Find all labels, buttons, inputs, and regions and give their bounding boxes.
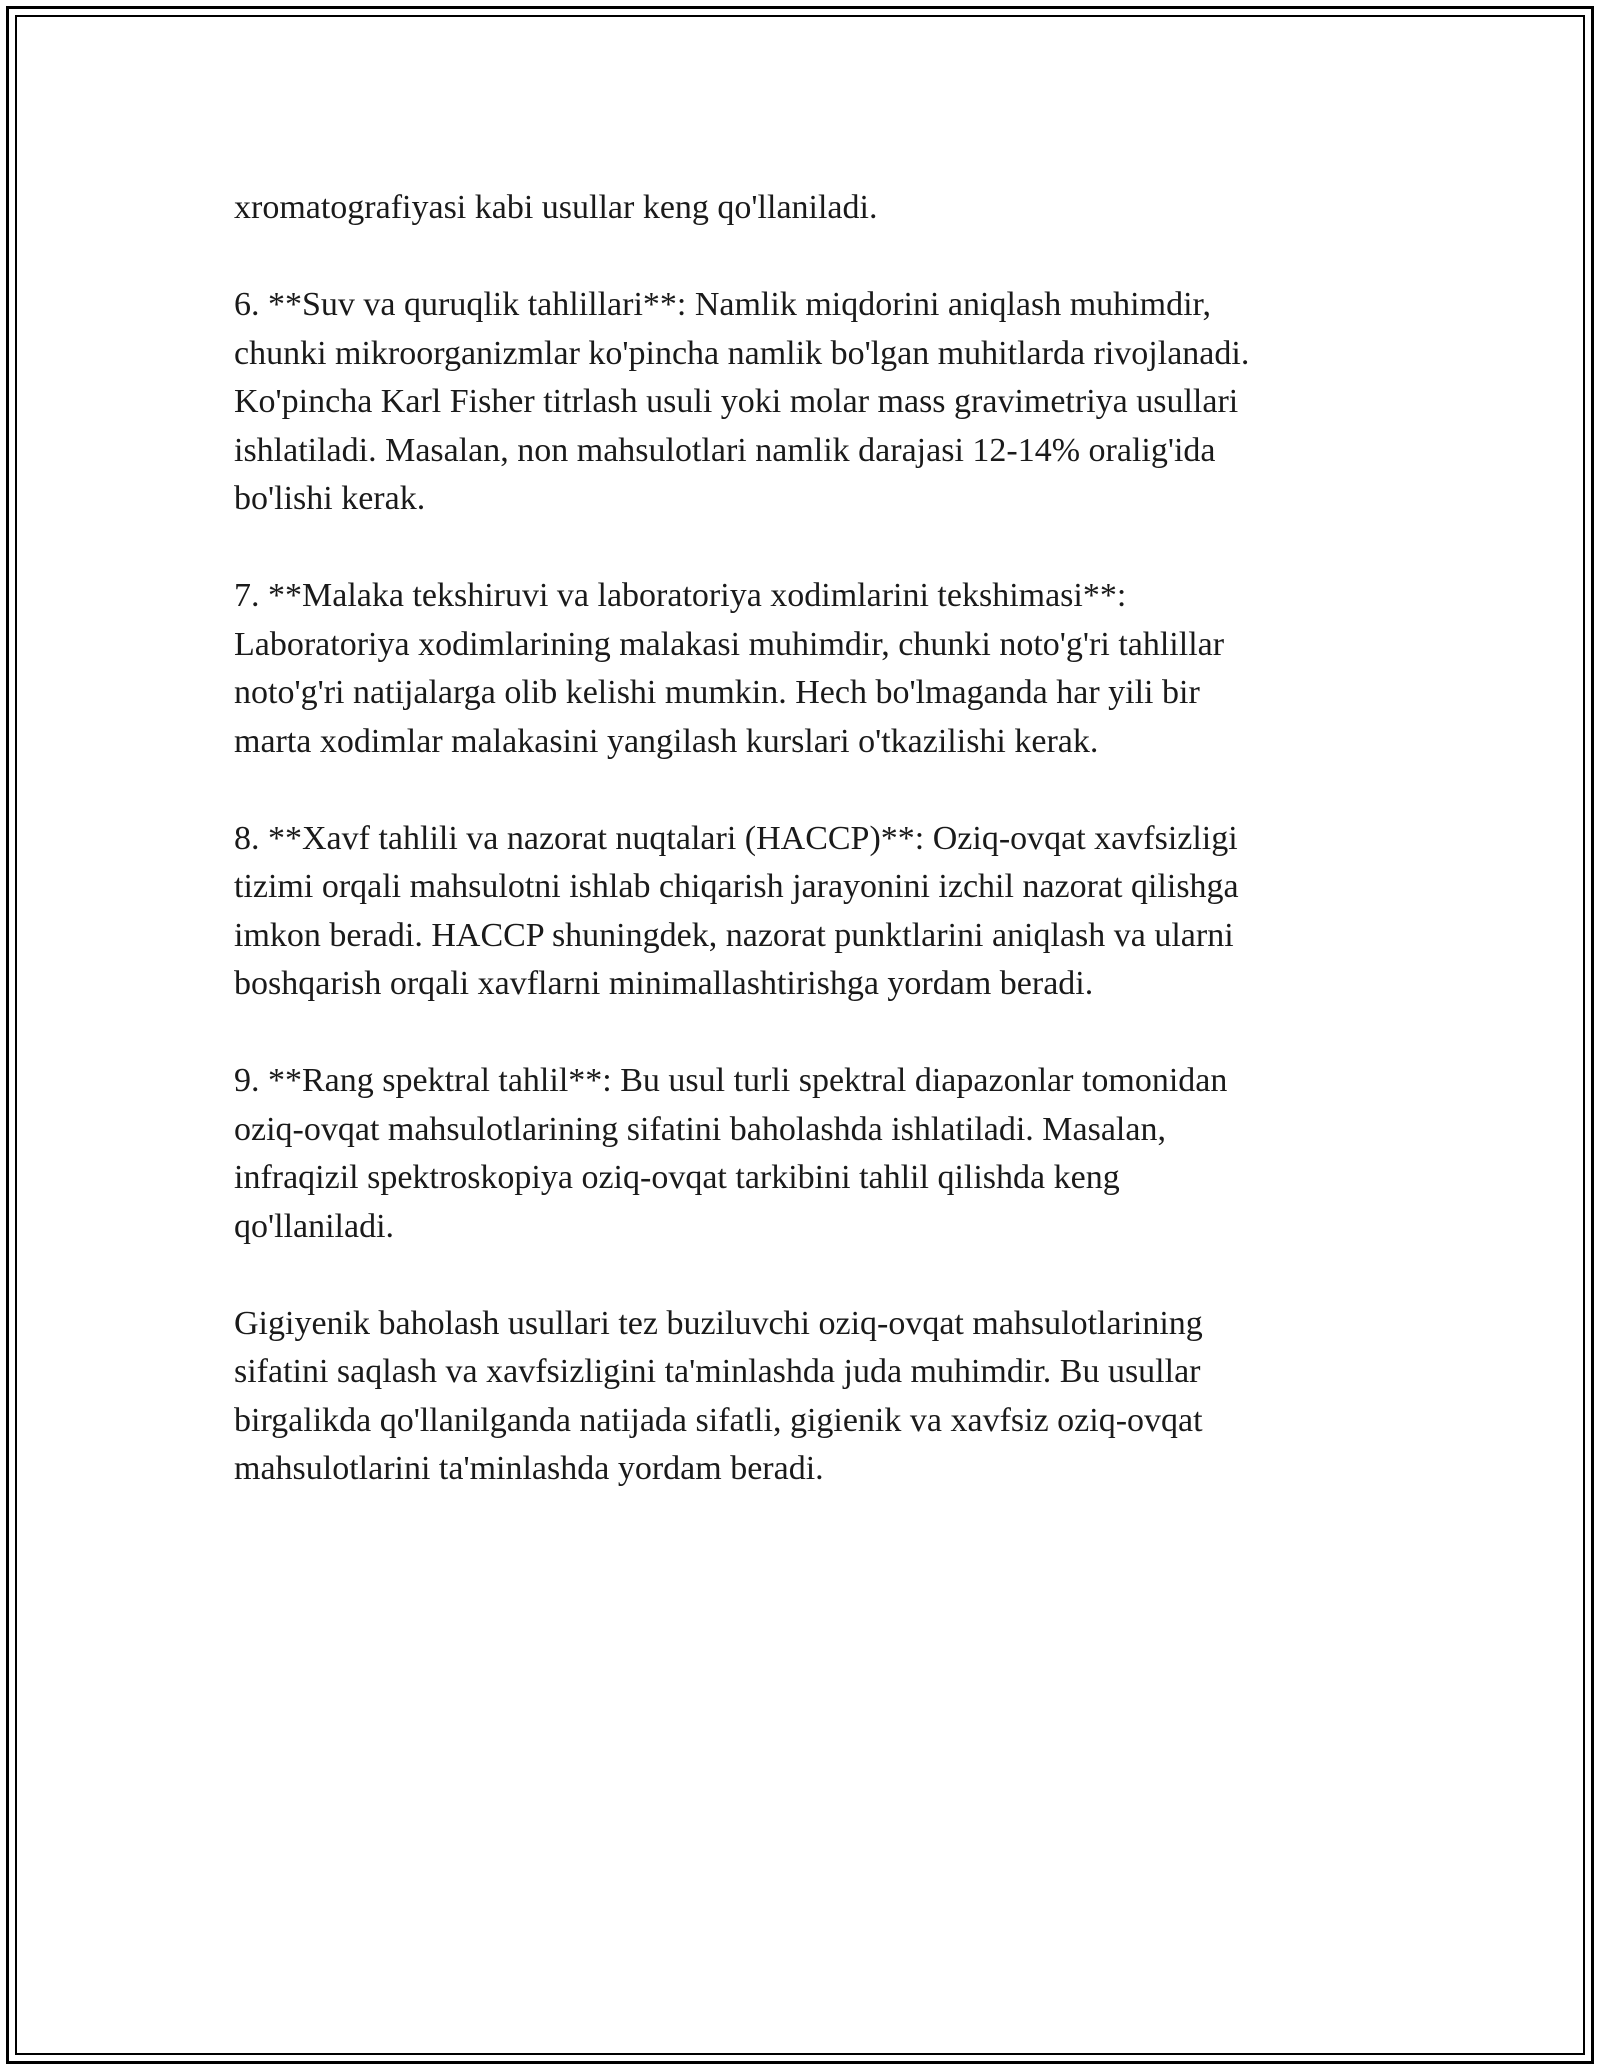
document-body [234, 184, 1364, 1542]
paragraph-item-6: 6. **Suv va quruqlik tahlillari**: Namlik miqdorini aniqlash muhimdir, chunki mikroorganizmlar ko'pincha namlik bo'lgan muhitlarda rivojlanadi. Ko'pincha Karl Fisher titrlash usuli yoki molar mass gravimetriya usullari ishlatiladi. Masalan, non mahsulotlari namlik darajasi 12-14% oralig'ida bo'lishi kerak. [234, 286, 1250, 517]
paragraph-item-8: 8. **Xavf tahlili va nazorat nuqtalari (HACCP)**: Oziq-ovqat xavfsizligi tizimi orqali mahsulotni ishlab chiqarish jarayonini izchil nazorat qilishga imkon beradi. HACCP shuningdek, nazorat punktlarini aniqlash va ularni boshqarish orqali xavflarni minimallashtirishga yordam beradi. [234, 819, 1239, 1002]
paragraph-conclusion: Gigiyenik baholash usullari tez buziluvchi oziq-ovqat mahsulotlarining sifatini saqlash va xavfsizligini ta'minlashda juda muhimdir. Bu usullar birgalikda qo'llanilganda natijada sifatli, gigienik va xavfsiz oziq-ovqat mahsulotlarini ta'minlashda yordam beradi. [234, 1304, 1203, 1487]
paragraph-continuation: xromatografiyasi kabi usullar keng qo'llaniladi. [234, 189, 878, 226]
paragraph-item-9: 9. **Rang spektral tahlil**: Bu usul turli spektral diapazonlar tomonidan oziq-ovqat mahsulotlarining sifatini baholashda ishlatiladi. Masalan, infraqizil spektroskopiya oziq-ovqat tarkibini tahlil qilishda keng qo'llaniladi. [234, 1062, 1228, 1245]
paragraph-item-7: 7. **Malaka tekshiruvi va laboratoriya xodimlarini tekshimasi**: Laboratoriya xodimlarining malakasi muhimdir, chunki noto'g'ri tahlillar noto'g'ri natijalarga olib kelishi mumkin. Hech bo'lmaganda har yili bir marta xodimlar malakasini yangilash kurslari o'tkazilishi kerak. [234, 577, 1225, 760]
